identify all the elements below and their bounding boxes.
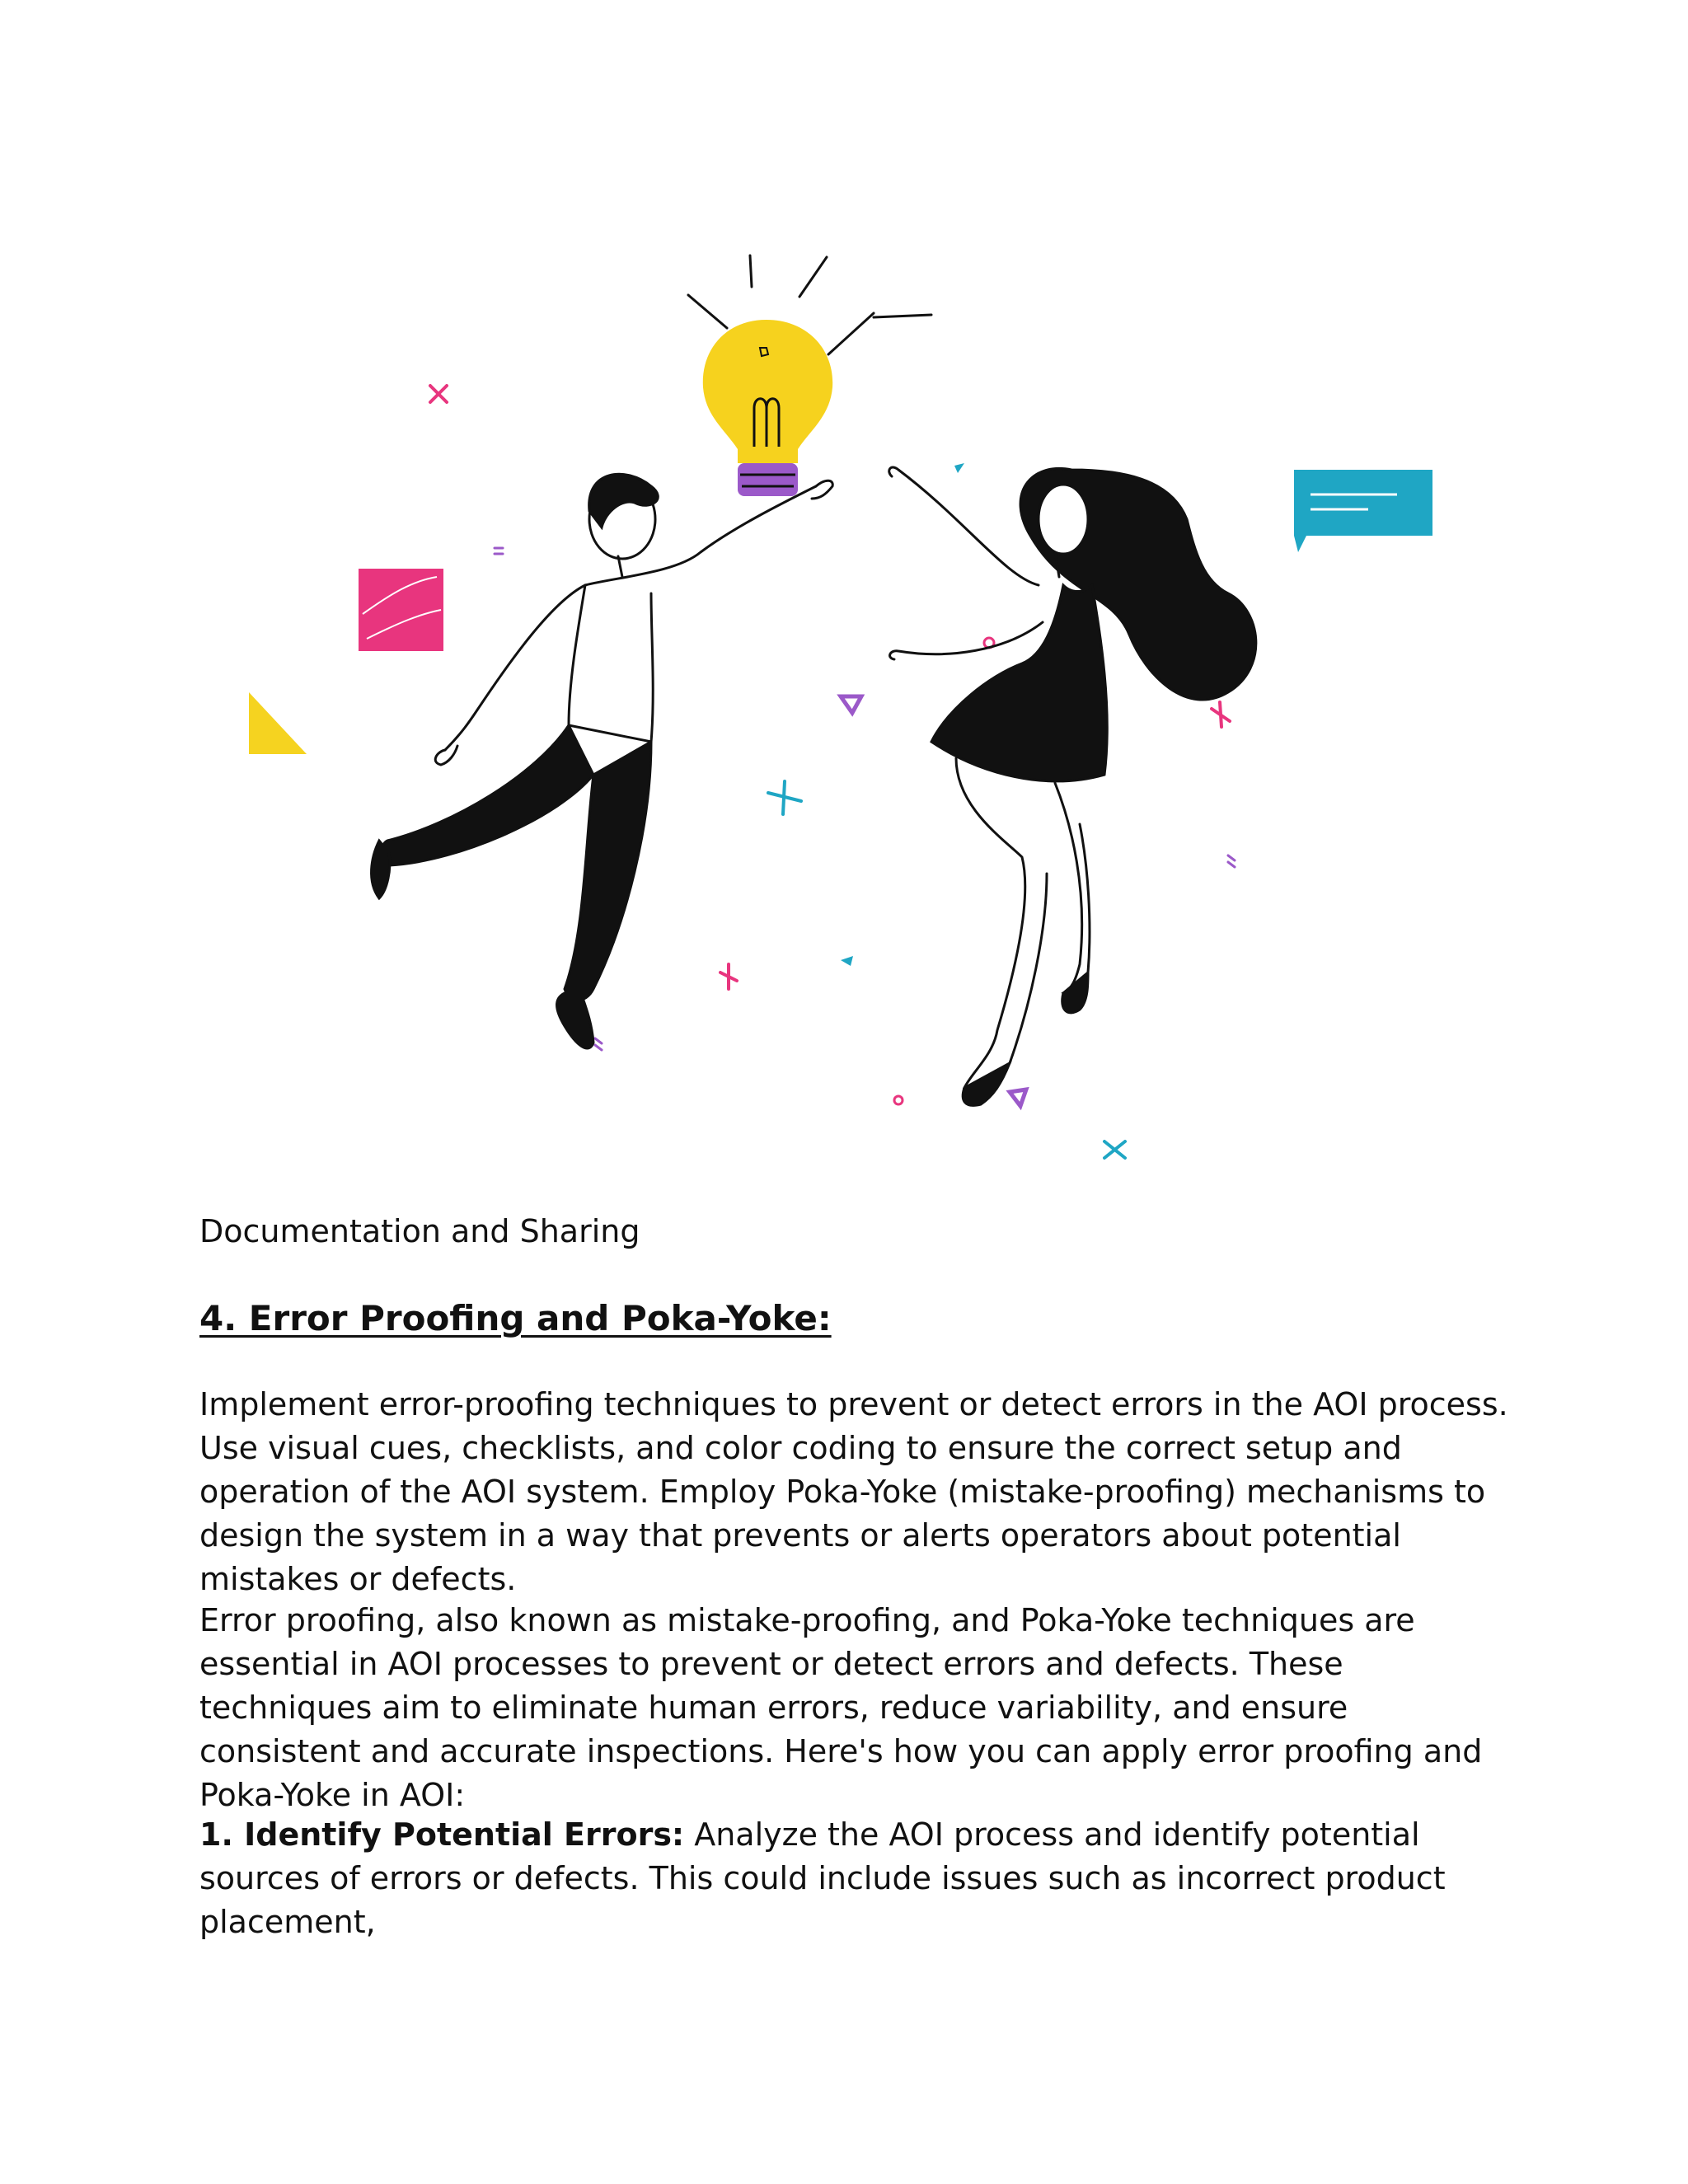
list-item-lead: 1. Identify Potential Errors: xyxy=(199,1816,685,1853)
list-item xyxy=(199,1813,1518,1944)
speech-bubble-icon xyxy=(1294,470,1432,552)
yellow-triangle-icon xyxy=(249,692,307,754)
man-figure xyxy=(372,474,833,1048)
collaboration-illustration xyxy=(239,247,1475,1195)
illustration-svg xyxy=(239,247,1475,1195)
section-heading: 4. Error Proofing and Poka-Yoke: xyxy=(199,1298,832,1338)
pink-square-icon xyxy=(359,569,443,651)
lightbulb-icon xyxy=(703,320,832,496)
image-caption: Documentation and Sharing xyxy=(199,1213,640,1249)
paragraph: Error proofing, also known as mistake-proofing, and Poka-Yoke techniques are essential in AOI processes to prevent or detect errors and defects. These techniques aim to eliminate human errors, reduce variability, and ensure consistent and accurate inspections. Here's how you can apply error proofing and Poka-Yoke in AOI: xyxy=(199,1602,1483,1813)
paragraph: Implement error-proofing techniques to prevent or detect errors in the AOI process. Use visual cues, checklists, and color coding to ensure the correct setup and operation of the AOI system. Employ Poka-Yoke (mistake-proofing) mechanisms to design the system in a way that prevents or alerts operators about potential mistakes or defects. xyxy=(199,1386,1508,1597)
list-item-text: Analyze the AOI process and identify potential sources of errors or defects. This could include issues such as incorrect product placement, xyxy=(199,1816,1446,1940)
woman-figure xyxy=(889,467,1256,1105)
